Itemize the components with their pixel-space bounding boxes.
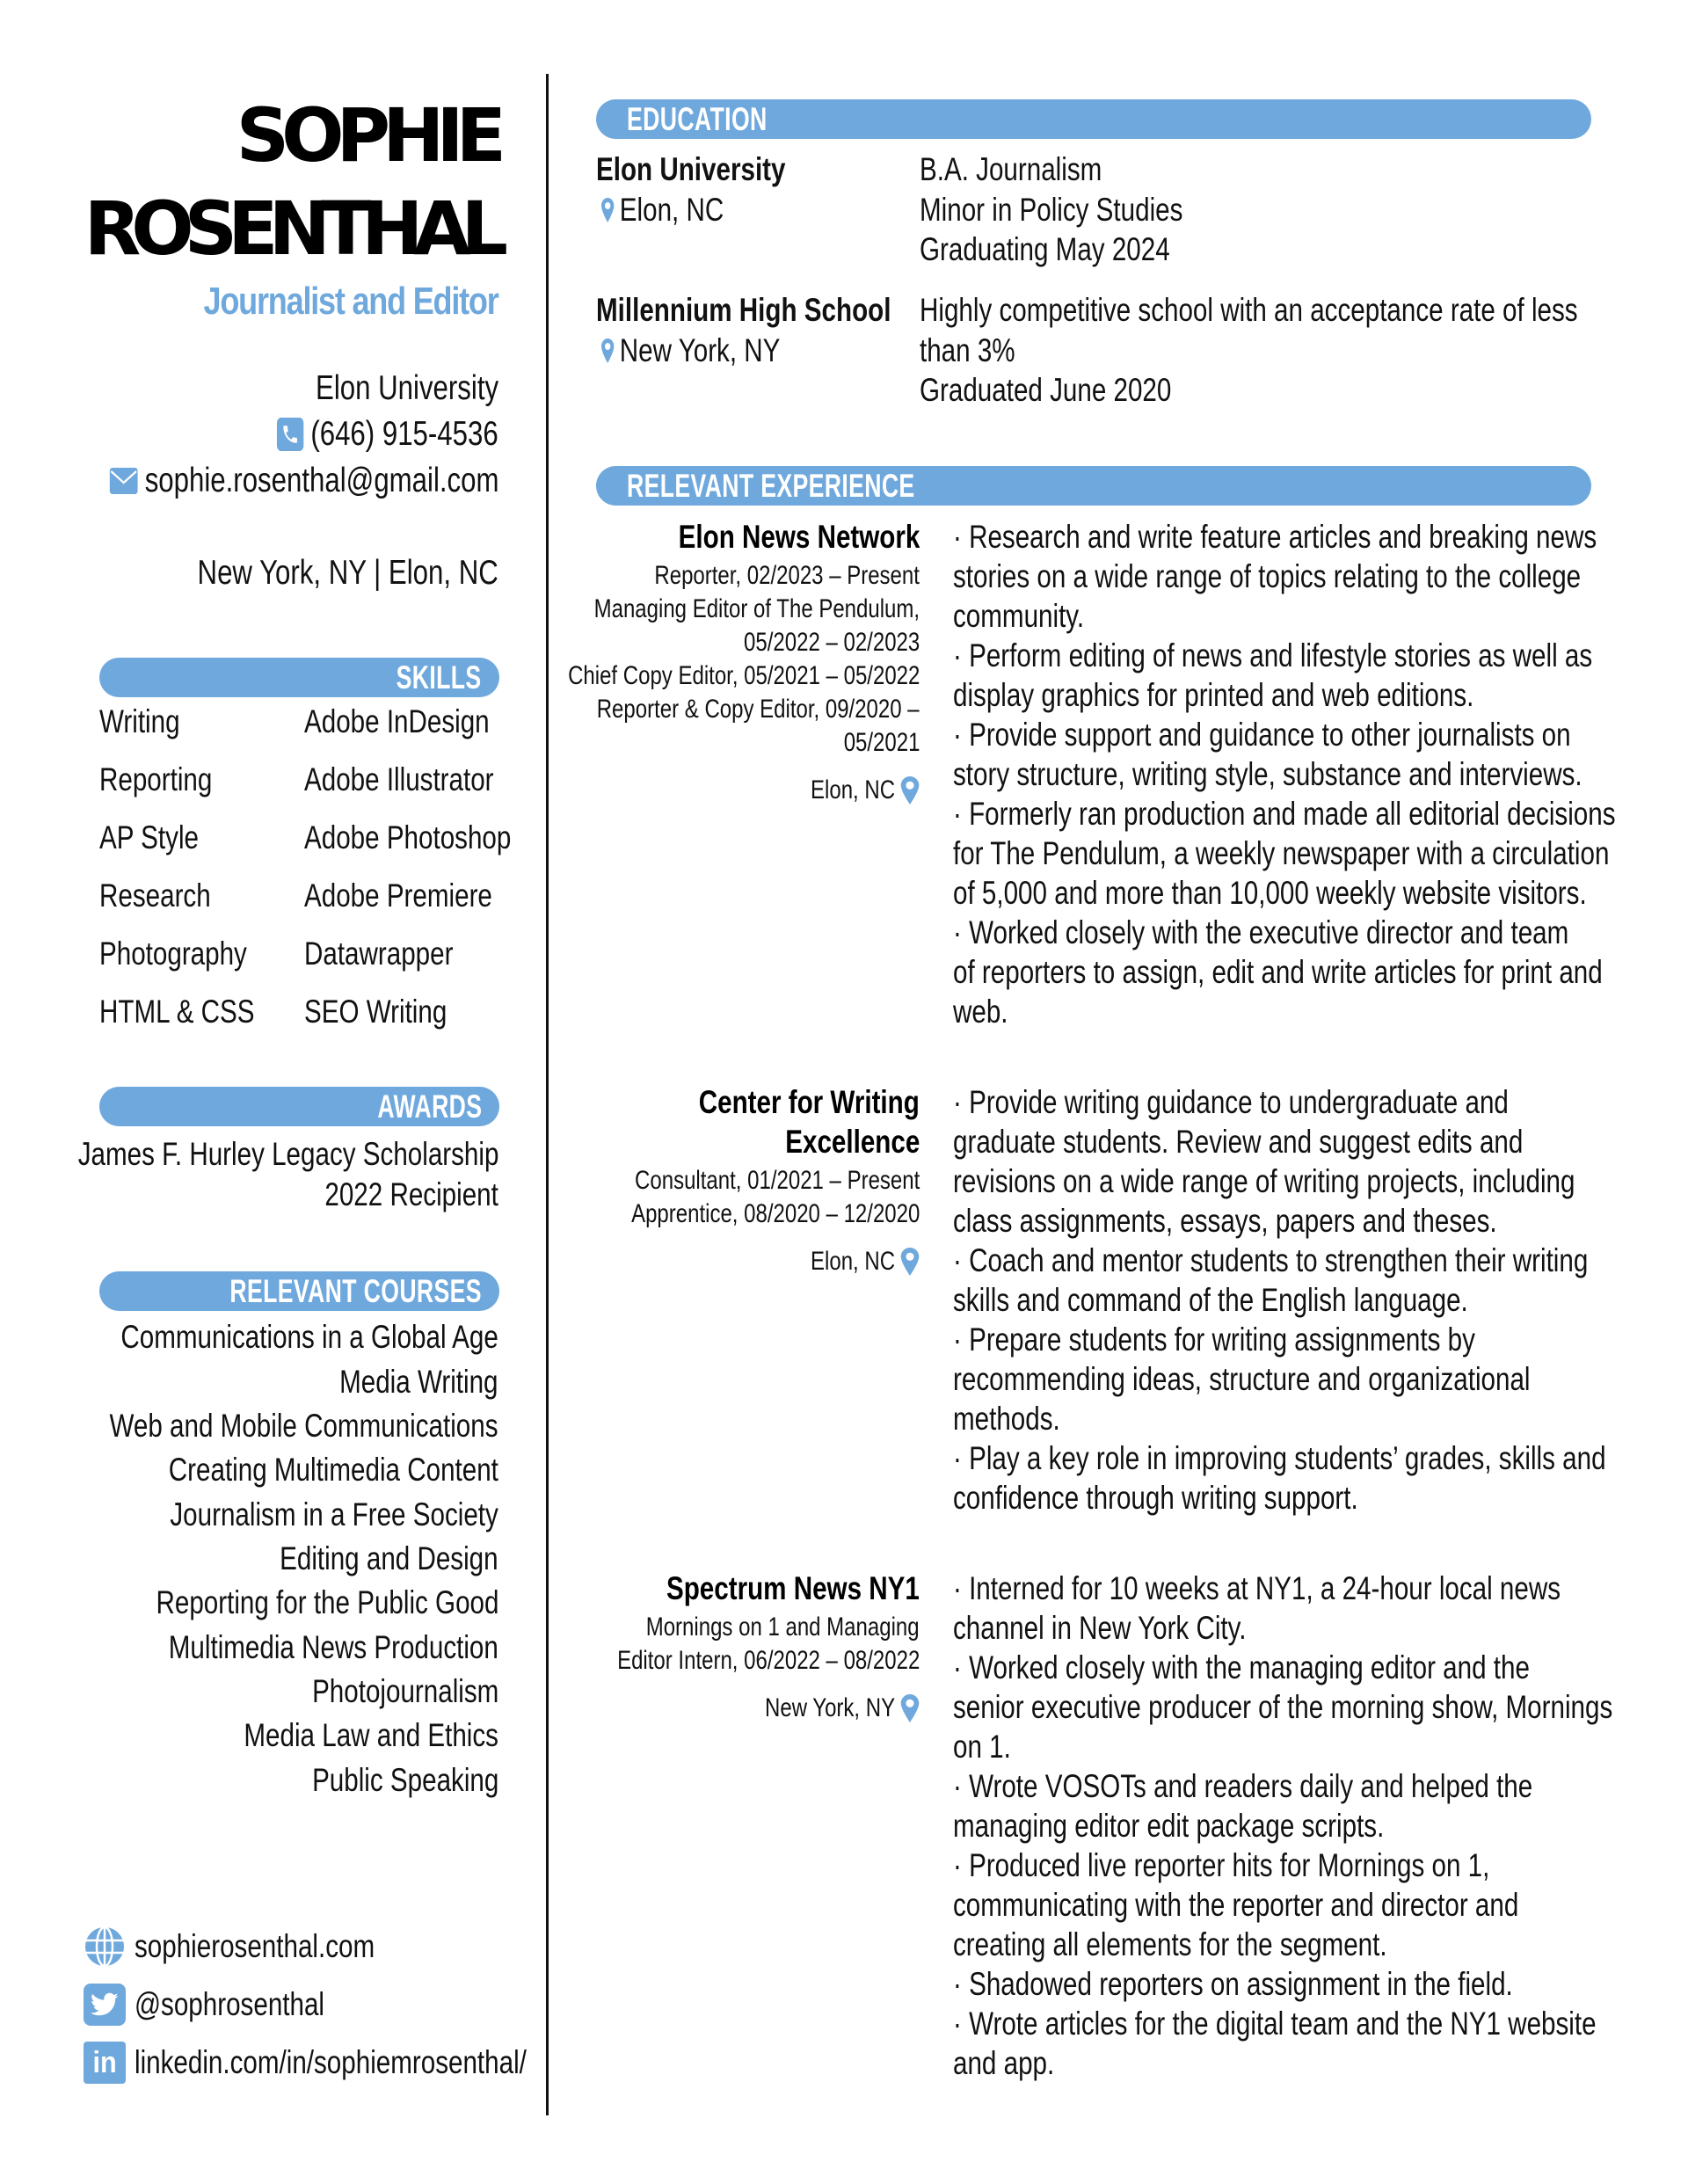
bullet-line: community. <box>953 598 1085 634</box>
skill-item: AP Style <box>99 819 199 855</box>
course-item: Reporting for the Public Good <box>156 1584 498 1620</box>
name-first: SOPHIE <box>236 92 498 178</box>
course-item: Media Law and Ethics <box>244 1717 498 1753</box>
email-icon <box>109 468 137 494</box>
school-detail: than 3% <box>920 332 1015 368</box>
org-name: Excellence <box>784 1124 920 1160</box>
course-item: Media Writing <box>339 1364 498 1400</box>
degree-line: B.A. Journalism <box>920 151 1102 187</box>
map-pin-icon <box>601 198 614 222</box>
bullet-line: confidence through writing support. <box>953 1480 1358 1516</box>
skills-heading: SKILLS <box>99 658 499 697</box>
twitter-icon <box>84 1984 126 2026</box>
bullet-line: web. <box>953 994 1008 1030</box>
bullet-line: · Worked closely with the executive director and team <box>953 914 1569 950</box>
bullet-line: revisions on a wide range of writing projects, including <box>953 1163 1575 1199</box>
contact-locations <box>198 554 498 593</box>
bullet-line: · Provide support and guidance to other journalists on <box>953 717 1571 753</box>
org-location: Elon, NC <box>789 775 920 805</box>
bullet-line: communicating with the reporter and director and <box>953 1887 1519 1923</box>
bullet-line: · Play a key role in improving students’ grades, skills and <box>953 1440 1606 1476</box>
bullet-line: of reporters to assign, edit and write articles for print and <box>953 954 1603 990</box>
bullet-line: · Perform editing of news and lifestyle stories as well as <box>953 637 1593 673</box>
bullet-line: stories on a wide range of topics relating to the college <box>953 558 1582 594</box>
course-item: Communications in a Global Age <box>120 1319 498 1355</box>
map-pin-icon <box>900 1248 920 1276</box>
course-item: Multimedia News Production <box>168 1629 498 1665</box>
course-item: Photojournalism <box>311 1673 498 1709</box>
org-location: Elon, NC <box>789 1247 920 1277</box>
bullet-line: of 5,000 and more than 10,000 weekly website visitors. <box>953 875 1587 911</box>
award-name: James F. Hurley Legacy Scholarship <box>77 1136 498 1172</box>
school-location: Elon, NC <box>601 192 724 229</box>
role-line: 05/2022 – 02/2023 <box>743 628 920 657</box>
contact-email[interactable] <box>109 462 498 500</box>
course-item: Creating Multimedia Content <box>168 1452 498 1488</box>
course-item: Editing and Design <box>280 1540 498 1576</box>
skill-item: Writing <box>99 703 180 739</box>
bullet-line: · Wrote VOSOTs and readers daily and helped the <box>953 1768 1533 1804</box>
course-item: Journalism in a Free Society <box>170 1496 498 1532</box>
linkedin-link[interactable] <box>84 2042 624 2084</box>
skill-item: Adobe Illustrator <box>304 761 494 797</box>
skill-item: SEO Writing <box>304 994 447 1030</box>
role-line: Editor Intern, 06/2022 – 08/2022 <box>616 1646 920 1675</box>
bullet-line: · Formerly ran production and made all editorial decisions <box>953 796 1616 832</box>
skill-item: Adobe InDesign <box>304 703 490 739</box>
globe-icon <box>84 1926 126 1968</box>
skill-item: HTML & CSS <box>99 994 255 1030</box>
bullet-line: · Worked closely with the managing editor and the <box>953 1649 1530 1685</box>
experience-heading: RELEVANT EXPERIENCE <box>596 466 1591 506</box>
bullet-line: graduate students. Review and suggest edits and <box>953 1124 1524 1160</box>
skill-item: Research <box>99 877 211 914</box>
awards-heading: AWARDS <box>99 1087 499 1126</box>
bullet-line: and app. <box>953 2045 1055 2081</box>
bullet-line: on 1. <box>953 1729 1011 1765</box>
school-name: Elon University <box>596 151 786 187</box>
bullet-line: skills and command of the English language. <box>953 1282 1468 1318</box>
bullet-line: · Prepare students for writing assignments by <box>953 1321 1475 1358</box>
bullet-line: display graphics for printed and web editions. <box>953 677 1474 713</box>
skill-item: Adobe Photoshop <box>304 819 512 855</box>
role-line: Apprentice, 08/2020 – 12/2020 <box>630 1199 920 1228</box>
website-text: sophierosenthal.com <box>135 1928 375 1964</box>
bullet-line: · Provide writing guidance to undergraduate and <box>953 1084 1509 1120</box>
degree-line: Graduating May 2024 <box>920 231 1170 267</box>
role-line: Chief Copy Editor, 05/2021 – 05/2022 <box>567 661 920 690</box>
skill-item: Adobe Premiere <box>304 877 492 914</box>
role-line: 05/2021 <box>843 728 920 757</box>
linkedin-text: linkedin.com/in/sophiemrosenthal/ <box>135 2044 527 2080</box>
skill-item: Photography <box>99 935 247 972</box>
school-text: Elon University <box>315 369 498 407</box>
name-last: ROSENTHAL <box>84 186 498 272</box>
course-item: Public Speaking <box>311 1762 498 1798</box>
twitter-link[interactable] <box>84 1984 372 2026</box>
map-pin-icon <box>601 339 614 363</box>
column-divider <box>546 74 549 2115</box>
bullet-line: senior executive producer of the morning show, Mornings <box>953 1689 1613 1725</box>
org-location: New York, NY <box>732 1693 920 1723</box>
bullet-line: · Coach and mentor students to strengthen their writing <box>953 1242 1589 1278</box>
bullet-line: · Wrote articles for the digital team and the NY1 website <box>953 2006 1597 2042</box>
contact-phone[interactable] <box>277 415 498 454</box>
bullet-line: creating all elements for the segment. <box>953 1926 1387 1962</box>
role-line: Consultant, 01/2021 – Present <box>634 1166 920 1195</box>
org-name: Spectrum News NY1 <box>666 1570 920 1606</box>
bullet-line: · Research and write feature articles and breaking news <box>953 519 1597 555</box>
website-link[interactable] <box>84 1926 434 1968</box>
bullet-line: · Interned for 10 weeks at NY1, a 24-hour local news <box>953 1570 1561 1606</box>
role-line: Reporter, 02/2023 – Present <box>654 561 920 590</box>
bullet-line: recommending ideas, structure and organizational <box>953 1361 1531 1397</box>
bullet-line: managing editor edit package scripts. <box>953 1808 1385 1844</box>
school-name: Millennium High School <box>596 292 891 328</box>
phone-text: (646) 915-4536 <box>310 415 498 453</box>
role-line: Mornings on 1 and Managing <box>646 1613 920 1642</box>
locations-text: New York, NY | Elon, NC <box>197 554 498 592</box>
contact-school <box>316 369 498 408</box>
degree-line: Minor in Policy Studies <box>920 192 1183 228</box>
role-line: Reporter & Copy Editor, 09/2020 – <box>597 695 920 724</box>
linkedin-icon: in <box>84 2042 126 2084</box>
education-heading: EDUCATION <box>596 99 1591 139</box>
org-name: Elon News Network <box>678 519 920 555</box>
bullet-line: story structure, writing style, substance and interviews. <box>953 756 1582 792</box>
role-line: Managing Editor of The Pendulum, <box>593 594 920 623</box>
school-location: New York, NY <box>601 332 780 369</box>
map-pin-icon <box>900 1694 920 1722</box>
map-pin-icon <box>900 776 920 804</box>
email-text: sophie.rosenthal@gmail.com <box>144 462 498 499</box>
courses-heading: RELEVANT COURSES <box>99 1271 499 1311</box>
school-detail: Graduated June 2020 <box>920 372 1172 408</box>
org-name: Center for Writing <box>698 1084 920 1120</box>
bullet-line: · Produced live reporter hits for Mornings on 1, <box>953 1847 1490 1883</box>
school-detail: Highly competitive school with an acceptance rate of less <box>920 292 1578 328</box>
phone-icon <box>277 418 303 451</box>
bullet-line: for The Pendulum, a weekly newspaper with a circulation <box>953 835 1610 871</box>
skill-item: Reporting <box>99 761 213 797</box>
bullet-line: · Shadowed reporters on assignment in the field. <box>953 1966 1513 2002</box>
bullet-line: class assignments, essays, papers and theses. <box>953 1203 1497 1239</box>
award-year: 2022 Recipient <box>324 1176 498 1212</box>
bullet-line: methods. <box>953 1401 1060 1437</box>
skill-item: Datawrapper <box>304 935 454 972</box>
course-item: Web and Mobile Communications <box>109 1408 498 1444</box>
twitter-text: @sophrosenthal <box>135 1986 325 2022</box>
job-title: Journalist and Editor <box>203 280 498 323</box>
bullet-line: channel in New York City. <box>953 1610 1247 1646</box>
